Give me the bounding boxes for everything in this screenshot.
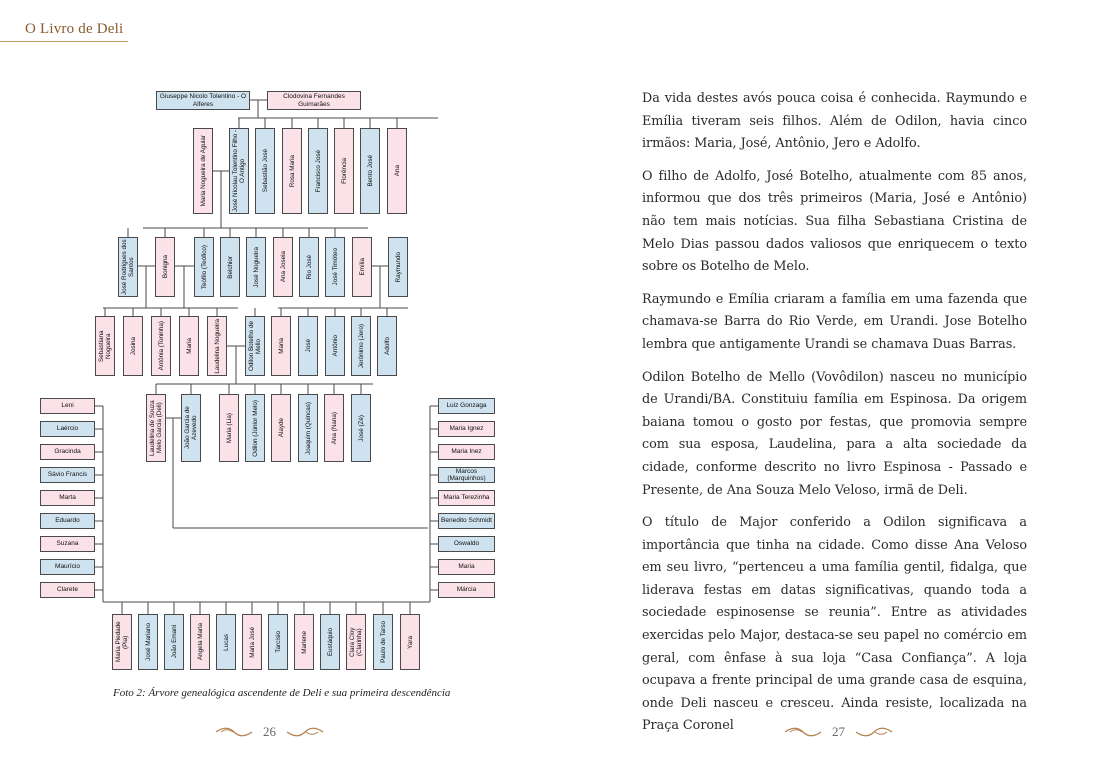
person-name: José Nogueira <box>252 246 260 288</box>
person-box-gen6 <box>373 614 393 670</box>
person-name: Ana (Nana) <box>330 411 338 445</box>
person-name: Sebastiana Nogueira <box>98 330 112 362</box>
spouse-box-left <box>40 398 95 414</box>
person-box-gen3 <box>246 237 266 297</box>
person-name: Bonigna <box>161 255 169 279</box>
person-box-gen2 <box>282 128 302 214</box>
person-box-gen4 <box>377 316 397 376</box>
ornament-right-icon <box>855 727 893 737</box>
person-name: Eduardo <box>55 517 80 525</box>
person-name: Alayde <box>277 418 285 438</box>
person-name: Sebastião José <box>261 149 269 193</box>
spouse-box-right <box>438 582 495 598</box>
person-name: Antônio <box>331 335 339 357</box>
person-name: Maria (Lia) <box>225 412 233 444</box>
person-name: Maria <box>185 338 193 354</box>
folio-right <box>784 724 893 740</box>
ornament-right-icon <box>286 727 324 737</box>
person-name: Maria <box>458 563 475 571</box>
person-box-gen2 <box>360 128 380 214</box>
person-name: José Timóteo <box>331 248 339 286</box>
person-box-gen5 <box>146 394 166 462</box>
person-box-gen4 <box>271 316 291 376</box>
person-box-gen5 <box>351 394 371 462</box>
spouse-box-right <box>438 536 495 552</box>
person-name: José Mariano <box>144 623 152 661</box>
person-box-gen2 <box>387 128 407 214</box>
text-column <box>642 88 1027 748</box>
paragraph: O filho de Adolfo, José Botelho, atualmente com 85 anos, informou que dos três primeiros (Maria, José e Antônio) não tem mais notícias. Sua filha Sebastiana Cristina de Melo Dias passou dados valiosos que enriquecem o texto sobre os Botelho de Melo. <box>642 168 1027 275</box>
spouse-box-left <box>40 421 95 437</box>
person-box-gen3 <box>325 237 345 297</box>
person-box-gen2 <box>334 128 354 214</box>
person-box-gen1 <box>156 91 250 110</box>
person-name: Luiz Gonzaga <box>446 402 487 410</box>
header-rule <box>0 41 128 42</box>
person-box-gen6 <box>190 614 210 670</box>
person-name: Rosa Maria <box>288 154 296 188</box>
person-box-gen4 <box>207 316 227 376</box>
person-name: Jerônimo (Jero) <box>357 323 365 369</box>
person-name: Sávio Francis <box>47 471 88 479</box>
person-name: Adolfo <box>383 337 391 355</box>
paragraph: O título de Major conferido a Odilon significava a importância que tinha na cidade. Como disse Ana Veloso em seu livro, “pertenceu a uma família gentil, fidalga, que liderava festas em datas significativas, quando toda a sociedade espinosense se reunia”. Entre as atividades exercidas pelo Major, destaca-se seu papel no comércio em geral, com ênfase à sua loja “Casa Confiança”. A loja ocupava a frente principal de uma grande casa de esquina, onde Deli nasceu e cresceu. Ainda resiste, localizada na Praça Coronel <box>642 515 1027 734</box>
spouse-box-right <box>438 421 495 437</box>
person-name: Florência <box>340 158 348 184</box>
page-number-right: 27 <box>832 724 845 739</box>
person-name: Clodovina Fernandes Guimarães <box>283 93 345 108</box>
person-box-gen6 <box>242 614 262 670</box>
person-box-gen3 <box>155 237 175 297</box>
spouse-box-left <box>40 467 95 483</box>
person-box-gen4 <box>95 316 115 376</box>
spouse-box-left <box>40 536 95 552</box>
person-name: Clarete <box>57 586 78 594</box>
person-name: Joaquim (Quincas) <box>304 401 312 455</box>
person-box-gen3 <box>273 237 293 297</box>
person-box-gen6 <box>216 614 236 670</box>
person-name: Teófilo (Teófico) <box>200 244 208 290</box>
person-name: Márcia <box>456 586 477 594</box>
person-name: João Garcia de Azevedo <box>184 406 198 450</box>
person-box-gen6 <box>268 614 288 670</box>
person-name: Antônia (Toninha) <box>157 321 165 371</box>
paragraph: Raymundo e Emília criaram a família em uma fazenda que chamava-se Barra do Rio Verde, em Urandi. Jose Botelho lembra que antigamente Urandi se chamava Duas Barras. <box>642 291 1027 352</box>
person-name: Giuseppe Nicolo Tolentino - O Alferes <box>159 93 247 108</box>
person-name: Maria Nogueira de Aguiar <box>199 135 207 207</box>
spouse-box-left <box>40 444 95 460</box>
person-name: Maria <box>277 338 285 354</box>
person-box-gen2 <box>193 128 213 214</box>
person-name: Maria Inez <box>451 448 482 456</box>
person-name: Josina <box>129 336 137 356</box>
person-box-gen6 <box>138 614 158 670</box>
spouse-box-left <box>40 490 95 506</box>
person-box-gen3 <box>118 237 138 297</box>
person-box-gen3 <box>352 237 372 297</box>
person-name: Eustáquio <box>326 627 334 656</box>
person-name: Laudelina de Souza Melo Garcia (Deli) <box>149 400 163 456</box>
person-name: Suzana <box>56 540 79 548</box>
person-name: João Emani <box>170 625 178 659</box>
person-name: Maria Ignez <box>449 425 484 433</box>
folio-left <box>215 724 324 740</box>
person-name: Leni <box>61 402 74 410</box>
person-name: Marcos (Marquinhos) <box>447 467 486 482</box>
spouse-box-left <box>40 513 95 529</box>
person-box-gen3 <box>299 237 319 297</box>
person-name: Angela Maria <box>196 623 204 661</box>
paragraph: Da vida destes avós pouca coisa é conhecida. Raymundo e Emília tiveram seis filhos. Além de Odilon, havia cinco irmãos: Maria, José, Antônio, Jero e Adolfo. <box>642 91 1027 152</box>
person-box-gen4 <box>123 316 143 376</box>
person-name: Odilon Botelho de Mello <box>248 320 262 372</box>
person-name: Gracinda <box>54 448 81 456</box>
person-name: Laércio <box>56 425 79 433</box>
person-box-gen5 <box>271 394 291 462</box>
person-box-gen5 <box>245 394 265 462</box>
person-box-gen3 <box>388 237 408 297</box>
person-name: Clara Cloy (Clarinha) <box>349 627 363 657</box>
person-box-gen4 <box>245 316 265 376</box>
page-number-left: 26 <box>263 724 276 739</box>
person-box-gen6 <box>346 614 366 670</box>
person-name: José (Zé) <box>357 414 365 442</box>
person-box-gen4 <box>151 316 171 376</box>
person-box-gen6 <box>112 614 132 670</box>
person-name: Ana Joseia <box>279 251 287 283</box>
person-name: Belchior <box>226 255 234 279</box>
figure-caption: Foto 2: Árvore genealógica ascendente de Deli e sua primeira descendência <box>113 687 451 699</box>
person-name: Tarcísio <box>274 631 282 653</box>
person-name: Odilon (Júnior Melo) <box>251 399 259 457</box>
ornament-left-icon <box>215 727 253 737</box>
person-name: Maria Terezinha <box>443 494 490 502</box>
person-box-gen4 <box>351 316 371 376</box>
spouse-box-right <box>438 444 495 460</box>
person-name: Paulo de Tarso <box>379 621 387 663</box>
person-box-gen5 <box>181 394 201 462</box>
person-box-gen2 <box>229 128 249 214</box>
person-name: Francisco José <box>314 149 322 193</box>
person-name: Marlene <box>300 630 308 654</box>
ornament-left-icon <box>784 727 822 737</box>
person-name: Bento José <box>366 155 374 187</box>
person-name: Yara <box>406 635 414 649</box>
spouse-box-left <box>40 582 95 598</box>
person-name: Benedito Schmidt <box>441 517 492 525</box>
spouse-box-right <box>438 513 495 529</box>
running-head: O Livro de Deli <box>25 21 124 37</box>
person-name: Maurício <box>55 563 80 571</box>
person-name: Laudelina Nogueira <box>213 318 221 374</box>
person-name: Marta <box>59 494 76 502</box>
person-box-gen6 <box>400 614 420 670</box>
person-box-gen2 <box>308 128 328 214</box>
person-name: José Rodrigues dos Santos <box>121 239 135 295</box>
person-name: Ana <box>393 165 401 177</box>
person-box-gen5 <box>219 394 239 462</box>
person-box-gen3 <box>220 237 240 297</box>
spouse-box-right <box>438 467 495 483</box>
person-name: José Nicolau Tolentino Filho - O Antigo <box>232 129 246 213</box>
spouse-box-right <box>438 490 495 506</box>
person-box-gen6 <box>320 614 340 670</box>
person-name: Rio José <box>305 254 313 280</box>
person-box-gen5 <box>324 394 344 462</box>
person-box-gen3 <box>194 237 214 297</box>
person-box-gen1 <box>267 91 361 110</box>
paragraph: Odilon Botelho de Mello (Vovôdilon) nasceu no município de Urandi/BA. Constituiu família em Espinosa. Da origem baiana tomou o gosto por festas, que promovia sempre com sua esposa, Laudelina, para a alta sociedade da cidade, conforme descrito no livro Espinosa - Passado e Presente, de Ana Souza Melo Veloso, irmã de Deli. <box>642 369 1027 498</box>
person-box-gen6 <box>294 614 314 670</box>
person-box-gen6 <box>164 614 184 670</box>
person-box-gen5 <box>298 394 318 462</box>
spouse-box-right <box>438 559 495 575</box>
person-name: Maria José <box>248 626 256 658</box>
person-name: Emília <box>358 258 366 276</box>
spouse-box-left <box>40 559 95 575</box>
person-box-gen4 <box>179 316 199 376</box>
person-box-gen4 <box>325 316 345 376</box>
person-name: Lucas <box>222 633 230 651</box>
person-name: Maria Piedade (Pia) <box>115 621 129 663</box>
spouse-box-right <box>438 398 495 414</box>
person-name: Raymundo <box>394 251 402 283</box>
person-name: José <box>304 339 312 353</box>
person-box-gen2 <box>255 128 275 214</box>
person-name: Oswaldo <box>453 540 480 548</box>
person-box-gen4 <box>298 316 318 376</box>
